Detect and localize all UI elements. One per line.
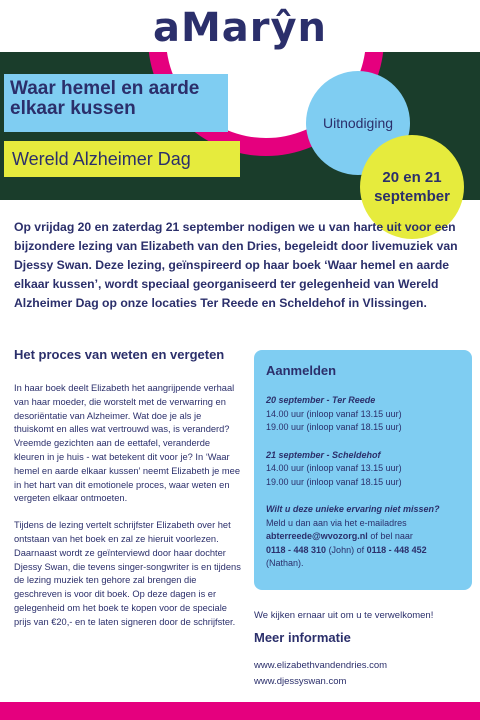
intro-paragraph: Op vrijdag 20 en zaterdag 21 september nodigen we u van harte uit voor een bijzondere lezing van Elizabeth van den Dries, begeleidt door livemuziek van Djessy Swan. Deze lezing, geïnspireerd op haar boek ‘Waar hemel en aarde elkaar kussen’, wordt speciaal georganiseerd ter gelegenheid van Wereld Alzheimer Dag op onze locaties Ter Reede en Scheldehof in Vlissingen.: [14, 220, 458, 310]
phone-link-nathan[interactable]: 0118 - 448 452: [366, 544, 427, 555]
session-time: 19.00 uur (inloop vanaf 18.15 uur): [266, 476, 402, 487]
website-link-djessy[interactable]: www.djessyswan.com: [254, 676, 347, 687]
cta-text: (Nathan).: [266, 558, 304, 568]
headline: Waar hemel en aarde elkaar kussen: [4, 74, 228, 132]
date-line-2: september: [374, 188, 450, 205]
subhead: Wereld Alzheimer Dag: [4, 141, 240, 177]
session-scheldehof: [266, 449, 460, 490]
bottom-bar: [0, 702, 480, 720]
session-time: 14.00 uur (inloop vanaf 13.15 uur): [266, 408, 402, 419]
story-paragraph-2: Tijdens de lezing vertelt schrijfster Elizabeth over het ontstaan van het boek en zal ze hieruit voorlezen. Daarnaast wordt ze geïnterviewd door haar dochter Djessy Swan, die tevens singer-songwriter is en tijdens de lezing muziek ten gehore zal brengen die geschreven is voor dit boek. Op deze dagen is er gelegenheid om het boek te kopen voor de speciale prijs van €20,- en te laten signeren door de schrijfster.: [14, 520, 241, 627]
logo: [0, 0, 480, 52]
story-column: [14, 346, 242, 630]
cta-text: (John) of: [326, 544, 367, 555]
registration-title: Aanmelden: [266, 363, 337, 378]
story-paragraph-1: In haar boek deelt Elizabeth het aangrijpende verhaal van haar moeder, die worstelt met de verwarring en desoriëntatie van Alzheimer. Wat doe je als je thuiskomt en alles wat vertrouwd was, is veranderd? Vreemde gezichten aan de eettafel, veranderde kleuren in je huis - wat betekent dit voor je? In ‘Waar hemel en aarde elkaar kussen’ neemt Elizabeth je mee in het hart van dit emotionele proces, waar weten en vergeten elkaar ontmoeten.: [14, 383, 241, 504]
website-link-elizabeth[interactable]: www.elizabethvandendries.com: [254, 660, 388, 671]
story-title: Het proces van weten en vergeten: [14, 347, 225, 362]
date-line-1: 20 en 21: [382, 169, 442, 186]
contact-block: [266, 503, 460, 571]
welcome-text: We kijken ernaar uit om u te verwelkomen!: [254, 610, 434, 621]
cta-title: Wilt u deze unieke ervaring niet missen?: [266, 504, 440, 514]
phone-link-john[interactable]: 0118 - 448 310: [266, 544, 327, 555]
invite-label: Uitnodiging: [322, 115, 394, 131]
session-title: 20 september - Ter Reede: [266, 395, 376, 405]
cta-text: Meld u dan aan via het e-mailadres: [266, 517, 407, 528]
email-link[interactable]: abterreede@wvozorg.nl: [266, 531, 368, 541]
session-title: 21 september - Scheldehof: [266, 449, 381, 460]
session-time: 14.00 uur (inloop vanaf 13.15 uur): [266, 463, 402, 473]
registration-card: [254, 350, 472, 590]
cta-text: of bel naar: [367, 531, 413, 541]
session-ter-reede: [266, 394, 460, 435]
more-info-title: Meer informatie: [254, 630, 351, 645]
session-time: 19.00 uur (inloop vanaf 18.15 uur): [266, 422, 402, 432]
logo-text: aMarŷn: [152, 5, 328, 51]
